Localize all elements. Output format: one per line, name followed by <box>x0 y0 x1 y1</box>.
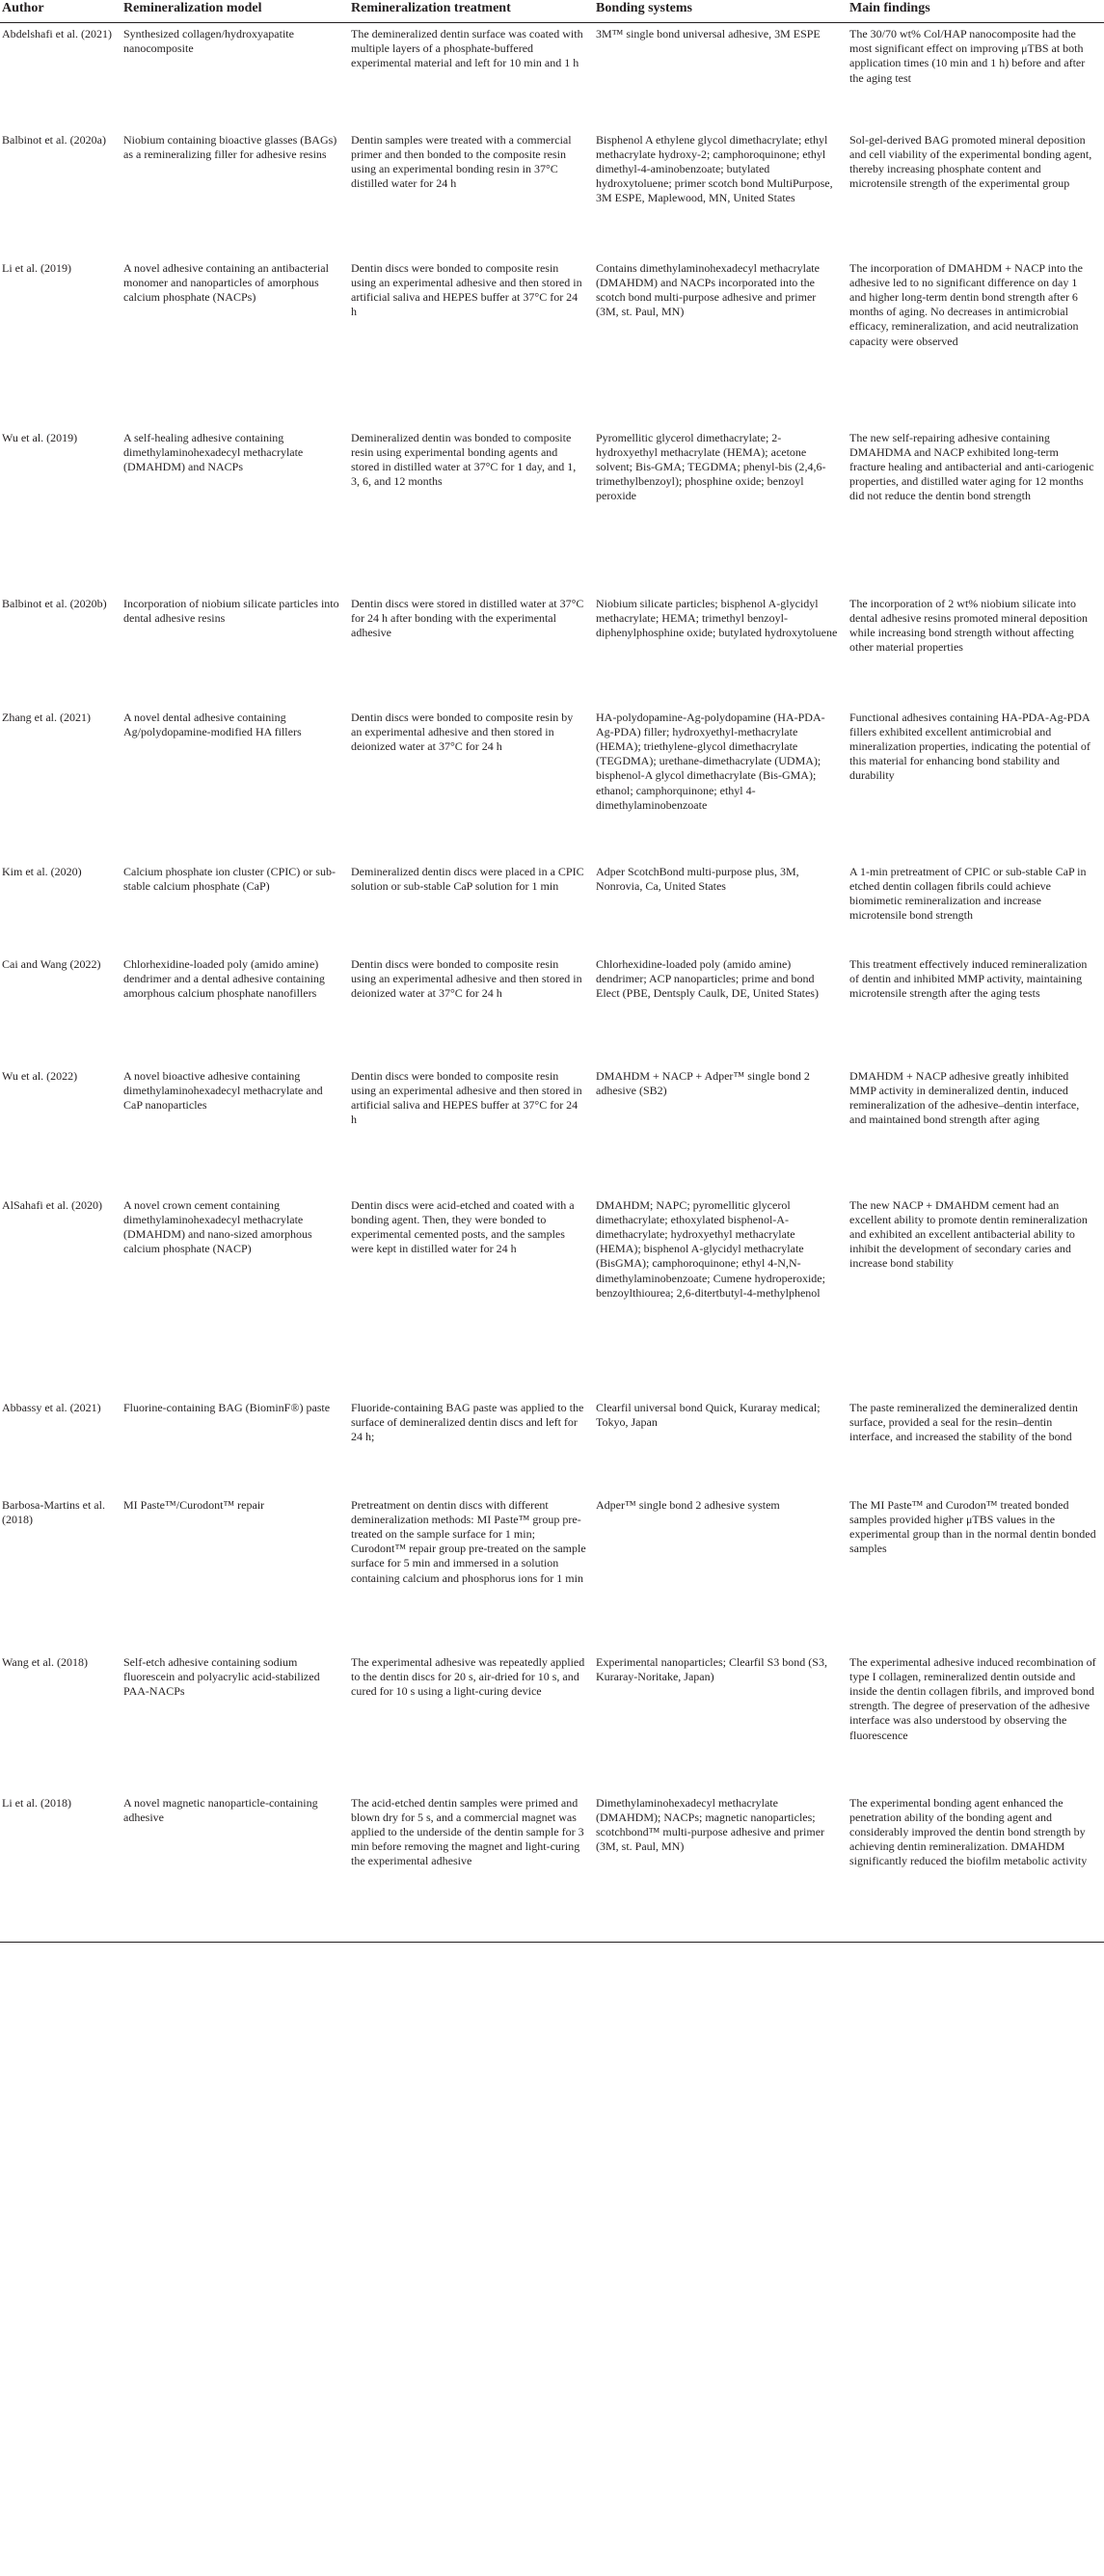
table-row <box>0 1494 1104 1651</box>
header-author: Author <box>0 0 121 23</box>
bonding-systems-cell: Bisphenol A ethylene glycol dimethacrylate; ethyl methacrylate hydroxy-2; camphoroquinone; ethyl dimethyl-4-aminobenzoate; butylated hydroxytoluene; primer scotch bond MultiPurpose, 3M ESPE, Maplewood, MN, United States <box>596 132 833 205</box>
remineralization-treatment-cell: Fluoride-containing BAG paste was applied to the surface of demineralized dentin discs and left for 24 h; <box>351 1400 584 1443</box>
bonding-systems-cell: 3M™ single bond universal adhesive, 3M ESPE <box>596 27 821 40</box>
remineralization-treatment-cell: The acid-etched dentin samples were primed and blown dry for 5 s, and a commercial magnet was applied to the underside of the dentin sample for 3 min before removing the magnet and light-curing the experimental adhesive <box>349 1792 594 1943</box>
remineralization-model-cell: A novel crown cement containing dimethylaminohexadecyl methacrylate (DMAHDM) and nano-sized amorphous calcium phosphate (NACP) <box>123 1197 312 1256</box>
remineralization-treatment-cell: Dentin discs were stored in distilled water at 37°C for 24 h after bonding with the experimental adhesive <box>351 596 584 639</box>
header-main-findings: Main findings <box>848 0 1104 23</box>
remineralization-model-cell: Synthesized collagen/hydroxyapatite nanocomposite <box>123 27 294 56</box>
table-row <box>0 427 1104 593</box>
table-row <box>0 1397 1104 1494</box>
remineralization-model-cell: MI Paste™/Curodont™ repair <box>123 1497 265 1512</box>
remineralization-model-cell: Chlorhexidine-loaded poly (amido amine) dendrimer and a dental adhesive containing amorphous calcium phosphate nanofillers <box>123 956 325 1000</box>
author-cell: AlSahafi et al. (2020) <box>2 1197 102 1212</box>
bonding-systems-cell: DMAHDM + NACP + Adper™ single bond 2 adhesive (SB2) <box>596 1068 810 1097</box>
table-row <box>0 1651 1104 1792</box>
author-cell: Abbassy et al. (2021) <box>2 1400 101 1414</box>
remineralization-treatment-cell: Dentin discs were bonded to composite resin using an experimental adhesive and then stored in artificial saliva and HEPES buffer at 37°C for 24 h <box>351 1068 582 1127</box>
remineralization-model-cell: Incorporation of niobium silicate particles into dental adhesive resins <box>123 596 339 625</box>
remineralization-treatment-cell: Pretreatment on dentin discs with different demineralization methods: MI Paste™ group pre-treated on the sample surface for 1 min; Curodont™ repair group pre-treated on the sample surface for 5 min and immersed in a solution containing calcium and phosphorus ions for 1 min <box>351 1497 586 1585</box>
table-row <box>0 953 1104 1065</box>
bonding-systems-cell: Contains dimethylaminohexadecyl methacrylate (DMAHDM) and NACPs incorporated into the scotch bond multi-purpose adhesive and primer (3M, st. Paul, MN) <box>596 260 820 319</box>
main-findings-cell: The experimental adhesive induced recombination of type I collagen, remineralized dentin outside and inside the dentin collagen fibrils, and improved bond strength. The degree of preservation of the adhesive interface was also understood by observing the fluorescence <box>849 1654 1096 1742</box>
header-remineralization-treatment: Remineralization treatment <box>349 0 594 23</box>
bonding-systems-cell: Clearfil universal bond Quick, Kuraray medical; Tokyo, Japan <box>596 1400 821 1429</box>
author-cell: Wu et al. (2019) <box>2 430 78 444</box>
main-findings-cell: The MI Paste™ and Curodon™ treated bonded samples provided higher μTBS values in the experimental group than in the normal dentin bonded samples <box>849 1497 1096 1556</box>
author-cell: Abdelshafi et al. (2021) <box>2 27 112 40</box>
author-cell: Li et al. (2019) <box>2 260 71 275</box>
main-findings-cell: This treatment effectively induced remineralization of dentin and inhibited MMP activity, maintaining microtensile strength after the aging tests <box>849 956 1088 1000</box>
remineralization-treatment-cell: Dentin discs were acid-etched and coated with a bonding agent. Then, they were bonded to experimental cemented posts, and the samples were kept in distilled water for 24 h <box>351 1197 575 1256</box>
remineralization-model-cell: Fluorine-containing BAG (BiominF®) paste <box>123 1400 331 1414</box>
author-cell: Balbinot et al. (2020b) <box>2 596 107 610</box>
author-cell: Zhang et al. (2021) <box>2 710 91 724</box>
main-findings-cell: The new NACP + DMAHDM cement had an excellent ability to promote dentin remineralization and exhibited an excellent antibacterial ability to inhibit the development of secondary caries and increase bond stability <box>849 1197 1088 1271</box>
table-row <box>0 593 1104 707</box>
remineralization-treatment-cell: Dentin discs were bonded to composite resin by an experimental adhesive and then stored in deionized water at 37°C for 24 h <box>351 710 574 753</box>
remineralization-treatment-cell: Demineralized dentin discs were placed in a CPIC solution or sub-stable CaP solution for 1 min <box>351 864 584 893</box>
table-body <box>0 23 1104 1943</box>
header-remineralization-model: Remineralization model <box>121 0 349 23</box>
main-findings-cell: The 30/70 wt% Col/HAP nanocomposite had the most significant effect on improving μTBS at both application times (10 min and 1 h) before and after the aging test <box>849 27 1086 85</box>
bonding-systems-cell: Niobium silicate particles; bisphenol A-glycidyl methacrylate; HEMA; trimethyl benzoyl-diphenylphosphine oxide; butylated hydroxytoluene <box>596 596 838 639</box>
remineralization-model-cell: A novel magnetic nanoparticle-containing adhesive <box>121 1792 349 1943</box>
table-row <box>0 129 1104 257</box>
author-cell: Barbosa-Martins et al. (2018) <box>2 1497 105 1526</box>
author-cell: Cai and Wang (2022) <box>2 956 101 971</box>
remineralization-treatment-cell: The experimental adhesive was repeatedly applied to the dentin discs for 20 s, air-dried for 10 s, and cured for 10 s using a light-curing device <box>351 1654 585 1698</box>
main-findings-cell: Sol-gel-derived BAG promoted mineral deposition and cell viability of the experimental bonding agent, thereby increasing phosphate content and microtensile strength of the experimental group <box>849 132 1092 191</box>
bonding-systems-cell: Adper™ single bond 2 adhesive system <box>596 1497 780 1512</box>
bonding-systems-cell: Experimental nanoparticles; Clearfil S3 bond (S3, Kuraray-Noritake, Japan) <box>596 1654 827 1683</box>
main-findings-cell: The paste remineralized the demineralized dentin surface, provided a seal for the resin–dentin interface, and increased the stability of the bond <box>849 1400 1078 1443</box>
bonding-systems-cell: Adper ScotchBond multi-purpose plus, 3M, Nonrovia, Ca, United States <box>596 864 799 893</box>
table-row <box>0 23 1104 129</box>
table-row <box>0 257 1104 427</box>
author-cell: Li et al. (2018) <box>0 1792 121 1943</box>
main-findings-cell: DMAHDM + NACP adhesive greatly inhibited MMP activity in demineralized dentin, induced remineralization of the adhesive–dentin interface, and maintained bond strength after aging <box>849 1068 1080 1127</box>
author-cell: Kim et al. (2020) <box>2 864 82 878</box>
main-findings-cell: The incorporation of 2 wt% niobium silicate into dental adhesive resins promoted mineral deposition while increasing bond strength without affecting other material properties <box>849 596 1088 655</box>
table-row <box>0 1792 1104 1943</box>
main-findings-cell: The new self-repairing adhesive containing DMAHDMA and NACP exhibited long-term fracture healing and antibacterial and anti-cariogenic properties, and distilled water aging for 12 months did not reduce the dentin bond strength <box>849 430 1094 503</box>
remineralization-model-cell: A self-healing adhesive containing dimethylaminohexadecyl methacrylate (DMAHDM) and NACPs <box>123 430 304 473</box>
bonding-systems-cell: Dimethylaminohexadecyl methacrylate (DMAHDM); NACPs; magnetic nanoparticles; scotchbond™ multi-purpose adhesive and primer (3M, st. Paul, MN) <box>594 1792 848 1943</box>
bonding-systems-cell: Pyromellitic glycerol dimethacrylate; 2-hydroxyethyl methacrylate (HEMA); acetone solvent; Bis-GMA; TEGDMA; phenyl-bis (2,4,6-trimethylbenzoyl); phosphine oxide; benzoyl peroxide <box>596 430 826 503</box>
remineralization-model-cell: A novel dental adhesive containing Ag/polydopamine-modified HA fillers <box>123 710 302 738</box>
remineralization-treatment-cell: Dentin discs were bonded to composite resin using an experimental adhesive and then stored in deionized water at 37°C for 24 h <box>351 956 582 1000</box>
remineralization-treatment-cell: The demineralized dentin surface was coated with multiple layers of a phosphate-buffered experimental material and left for 10 min and 1 h <box>351 27 583 70</box>
main-findings-cell: Functional adhesives containing HA-PDA-Ag-PDA fillers exhibited excellent antimicrobial and mineralization properties, indicating the potential of this material for enhancing bond stability and durability <box>849 710 1091 783</box>
remineralization-treatment-cell: Demineralized dentin was bonded to composite resin using experimental bonding agents and stored in distilled water at 37°C for 1 day, and 1, 3, 6, and 12 months <box>351 430 577 489</box>
author-cell: Wu et al. (2022) <box>2 1068 78 1083</box>
author-cell: Balbinot et al. (2020a) <box>2 132 106 147</box>
table-header <box>0 0 1104 23</box>
table-row <box>0 707 1104 861</box>
table-row <box>0 1065 1104 1194</box>
remineralization-model-cell: Calcium phosphate ion cluster (CPIC) or sub-stable calcium phosphate (CaP) <box>123 864 336 893</box>
remineralization-model-cell: A novel adhesive containing an antibacterial monomer and nanoparticles of amorphous calcium phosphate (NACPs) <box>123 260 329 304</box>
bonding-systems-cell: HA-polydopamine-Ag-polydopamine (HA-PDA-Ag-PDA) filler; hydroxyethyl-methacrylate (HEMA); triethylene-glycol dimethacrylate (TEGDMA); urethane-dimethacrylate (UDMA); bisphenol-A glycol dimethacrylate (Bis-GMA); ethanol; camphorquinone; ethyl 4-dimethylaminobenzoate <box>596 710 825 812</box>
remineralization-treatment-cell: Dentin discs were bonded to composite resin using an experimental adhesive and then stored in artificial saliva and HEPES buffer at 37°C for 24 h <box>351 260 582 319</box>
remineralization-model-cell: A novel bioactive adhesive containing dimethylaminohexadecyl methacrylate and CaP nanoparticles <box>123 1068 323 1112</box>
header-bonding-systems: Bonding systems <box>594 0 848 23</box>
table-row <box>0 861 1104 953</box>
bonding-systems-cell: DMAHDM; NAPC; pyromellitic glycerol dimethacrylate; ethoxylated bisphenol-A-dimethacrylate; hydroxyethyl methacrylate (HEMA); bisphenol A-glycidyl methacrylate (BisGMA); camphoroquinone; ethyl 4-N,N-dimethylaminobenzoate; Cumene hydroperoxide; benzoylthiourea; 2,6-ditertbutyl-4-methylphenol <box>596 1197 825 1300</box>
table-row <box>0 1194 1104 1397</box>
remineralization-model-cell: Niobium containing bioactive glasses (BAGs) as a remineralizing filler for adhesive resins <box>123 132 337 161</box>
author-cell: Wang et al. (2018) <box>2 1654 89 1669</box>
main-findings-cell: A 1-min pretreatment of CPIC or sub-stable CaP in etched dentin collagen fibrils could achieve biomimetic remineralization and increase microtensile bond strength <box>849 864 1087 923</box>
bonding-systems-cell: Chlorhexidine-loaded poly (amido amine) dendrimer; ACP nanoparticles; prime and bond Elect (PBE, Dentsply Caulk, DE, United States) <box>596 956 819 1000</box>
main-findings-cell: The incorporation of DMAHDM + NACP into the adhesive led to no significant difference on day 1 and higher long-term dentin bond strength after 6 months of aging. No decreases in antimicrobial efficacy, remineralization, and acid neutralization capacity were observed <box>849 260 1083 348</box>
remineralization-model-cell: Self-etch adhesive containing sodium fluorescein and polyacrylic acid-stabilized PAA-NACPs <box>123 1654 320 1698</box>
header-row <box>0 0 1104 23</box>
remineralization-treatment-cell: Dentin samples were treated with a commercial primer and then bonded to the composite resin using an experimental bonding resin in 37°C distilled water for 24 h <box>351 132 572 191</box>
main-findings-cell: The experimental bonding agent enhanced the penetration ability of the bonding agent and considerably improved the dentin bond strength by achieving dentin remineralization. DMAHDM significantly reduced the biofilm metabolic activity <box>848 1792 1104 1943</box>
